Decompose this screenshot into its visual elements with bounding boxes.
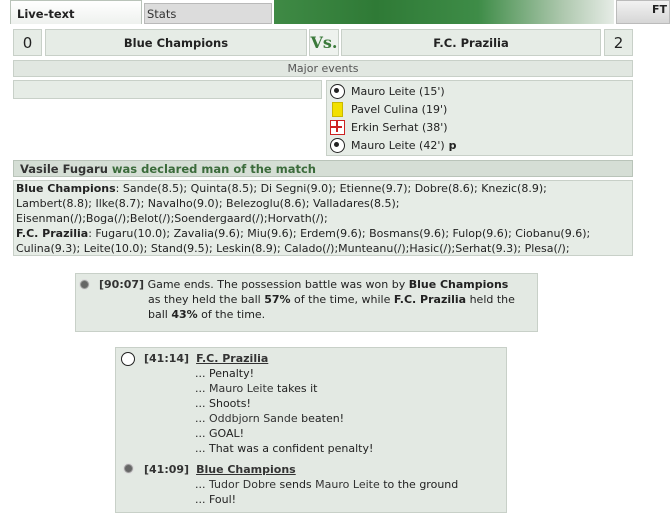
home-score: 0 (13, 29, 42, 56)
commentary-span: of the time, while (290, 293, 394, 306)
tab-live-text[interactable] (10, 0, 142, 24)
penalty-marker: p (448, 139, 457, 152)
ball-icon (330, 84, 345, 99)
match-status-badge (616, 0, 670, 24)
player-name: Oddbjorn Sande (209, 412, 298, 425)
event-item (330, 83, 445, 100)
away-events-panel (326, 80, 633, 156)
away-team-name: F.C. Prazilia (341, 29, 601, 56)
commentary-span: ... (195, 382, 209, 395)
commentary-text (99, 277, 534, 322)
commentary-time: [41:09] (144, 463, 190, 476)
versus-label: Vs. (309, 29, 339, 56)
tab-stats-label: Stats (147, 7, 177, 21)
header-band (274, 0, 614, 24)
commentary-span: as they held the ball (148, 293, 265, 306)
major-events-heading: Major events (13, 60, 633, 77)
ratings-text: : Fugaru(10.0); Zavalia(9.6); Miu(9.6); Erdem(9.6); Bosmans(9.6); Fulop(9.6); Ciobanu(9.6); (88, 227, 591, 240)
home-events-panel (13, 80, 322, 99)
commentary-span: held the (466, 293, 515, 306)
commentary-entry-end (75, 273, 538, 332)
commentary-line: ... Shoots! (195, 397, 251, 410)
tab-bar (10, 0, 670, 24)
foul-header (144, 462, 296, 477)
event-text: Mauro Leite (15') (351, 85, 445, 98)
commentary-span: sends (275, 478, 316, 491)
possession-away: 43% (171, 308, 198, 321)
commentary-span: ... (195, 478, 209, 491)
motm-player: Vasile Fugaru (20, 162, 108, 176)
possession-home: 57% (264, 293, 291, 306)
commentary-line (195, 381, 317, 396)
whistle-icon (124, 464, 133, 473)
event-item (330, 137, 457, 154)
team-name: Blue Champions (408, 278, 509, 291)
ratings-text: Eisenman(/);Boga(/);Belot(/);Soendergaard(/);Horvath(/); (16, 212, 328, 225)
tab-live-label: Live-text (17, 7, 75, 21)
away-score: 2 (604, 29, 633, 56)
event-text: Mauro Leite (42') (351, 139, 445, 152)
team-link[interactable]: Blue Champions (196, 463, 296, 476)
whistle-icon (80, 280, 89, 289)
commentary-line: ... GOAL! (195, 427, 245, 440)
event-item (330, 119, 448, 136)
commentary-span: of the time. (197, 308, 266, 321)
ratings-team-home: Blue Champions (16, 182, 116, 195)
commentary-span: beaten! (297, 412, 345, 425)
home-team-name: Blue Champions (45, 29, 307, 56)
ratings-text: Lambert(8.8); Ilke(8.7); Navalho(9.0); Belezoglu(8.6); Valladares(8.5); (16, 197, 400, 210)
ratings-team-away: F.C. Prazilia (16, 227, 89, 240)
motm-text: was declared man of the match (107, 162, 316, 176)
commentary-span: ball (148, 308, 172, 321)
event-text: Erkin Serhat (38') (351, 121, 448, 134)
commentary-entries (115, 347, 507, 513)
commentary-line: ... Foul! (195, 493, 237, 506)
ball-icon (121, 352, 135, 366)
commentary-time: [41:14] (144, 352, 190, 365)
commentary-span: ... (195, 412, 209, 425)
player-name: Tudor Dobre (209, 478, 276, 491)
tab-stats[interactable] (144, 3, 272, 24)
commentary-span: Game ends. The possession battle was won by (144, 278, 409, 291)
ratings-text: Culina(9.3); Leite(10.0); Stand(9.5); Leskin(8.9); Calado(/);Munteanu(/);Hasic(/);Serhat(9.3); Plesa(/); (16, 242, 570, 255)
match-status-label: FT (651, 3, 667, 16)
injury-icon (330, 120, 345, 135)
event-text: Pavel Culina (19') (351, 103, 448, 116)
commentary-line: ... That was a confident penalty! (195, 442, 374, 455)
player-name: Mauro Leite (209, 382, 274, 395)
commentary-time: [90:07] (99, 278, 145, 291)
commentary-span: to the ground (379, 478, 459, 491)
away-ratings-line (16, 226, 630, 241)
event-item (330, 101, 447, 118)
player-ratings (13, 180, 633, 256)
ratings-text: : Sande(8.5); Quinta(8.5); Di Segni(9.0); Etienne(9.7); Dobre(8.6); Knezic(8.9); (115, 182, 547, 195)
player-name: Mauro Leite (315, 478, 380, 491)
commentary-line: ... Penalty! (195, 367, 254, 380)
team-link[interactable]: F.C. Prazilia (196, 352, 269, 365)
commentary-line (195, 477, 458, 492)
home-ratings-line (16, 181, 630, 196)
ball-icon (330, 138, 345, 153)
man-of-match-banner (13, 160, 633, 177)
yellow-card-icon (332, 102, 343, 117)
commentary-line (195, 411, 344, 426)
goal-header (144, 351, 268, 366)
commentary-span: takes it (273, 382, 318, 395)
team-name: F.C. Prazilia (393, 293, 467, 306)
